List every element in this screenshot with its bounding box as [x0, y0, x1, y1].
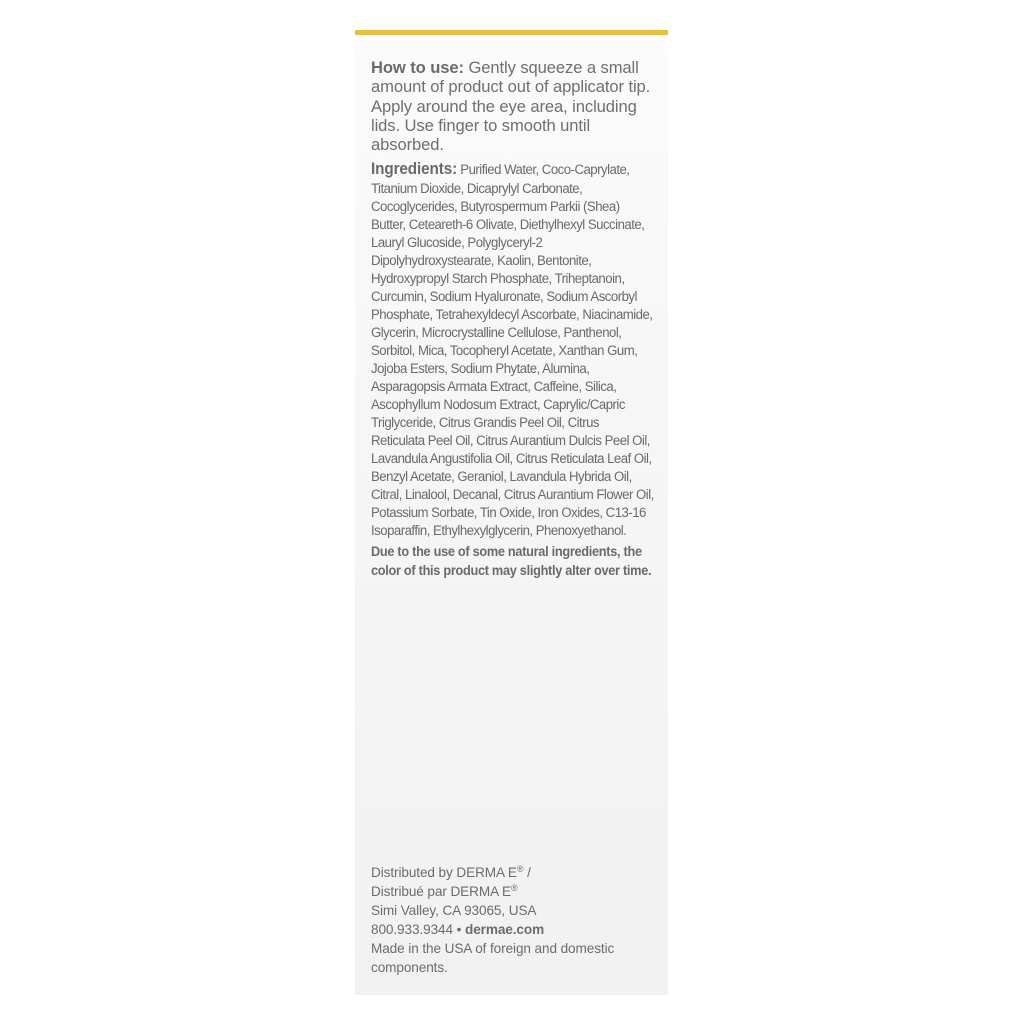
- accent-strip: [355, 30, 668, 35]
- distributor-line-fr: [371, 883, 658, 902]
- distributor-info: [371, 864, 658, 977]
- registered-mark: ®: [510, 882, 518, 893]
- ingredients-list: Purified Water, Coco-Caprylate, Titanium Dioxide, Dicaprylyl Carbonate, Cocoglycerides, Butyrospermum Parkii (Shea) Butter, Ceteareth-6 Olivate, Diethylhexyl Succinate, Lauryl Glucoside, Polyglyceryl-2 Dipolyhydroxystearate, Kaolin, Bentonite, Hydroxypropyl Starch Phosphate, Triheptanoin, Curcumin, Sodium Hyaluronate, Sodium Ascorbyl Phosphate, Tetrahexyldecyl Ascorbate, Niacinamide, Glycerin, Microcrystalline Cellulose, Panthenol, Sorbitol, Mica, Tocopheryl Acetate, Xanthan Gum, Jojoba Esters, Sodium Phytate, Alumina, Asparagopsis Armata Extract, Caffeine, Silica, Ascophyllum Nodosum Extract, Caprylic/Capric Triglyceride, Citrus Grandis Peel Oil, Citrus Reticulata Peel Oil, Citrus Aurantium Dulcis Peel Oil, Lavandula Angustifolia Oil, Citrus Reticulata Leaf Oil, Benzyl Acetate, Geraniol, Lavandula Hybrida Oil, Citral, Linalool, Decanal, Citrus Aurantium Flower Oil, Potassium Sorbate, Tin Oxide, Iron Oxides, C13-16 Isoparaffin, Ethylhexylglycerin, Phenoxyethanol.: [371, 162, 654, 540]
- how-to-use-section: [371, 58, 654, 154]
- distributor-text-en: Distributed by DERMA E: [371, 865, 517, 880]
- ingredients-section: [371, 160, 656, 540]
- registered-mark: ®: [516, 864, 524, 874]
- origin-line-2: components.: [371, 959, 448, 975]
- distributor-line-en: [371, 864, 658, 883]
- distributor-address: Simi Valley, CA 93065, USA: [371, 902, 537, 918]
- product-label-panel: [355, 30, 668, 995]
- color-notice: Due to the use of some natural ingredients, the color of this product may slightly alter over time.: [371, 544, 652, 578]
- distributor-text-fr: Distribué par DERMA E: [371, 883, 511, 899]
- how-to-use-heading: How to use:: [371, 58, 464, 77]
- contact-line: [371, 921, 658, 940]
- phone-number: 800.933.9344: [371, 921, 453, 937]
- how-to-use-text: Gently squeeze a small amount of product out of applicator tip. Apply around the eye area, including lids. Use finger to smooth until absorbed.: [371, 58, 651, 155]
- website-link[interactable]: dermae.com: [464, 921, 545, 937]
- bullet-separator: •: [452, 921, 465, 937]
- separator: /: [523, 865, 531, 880]
- ingredients-heading: Ingredients:: [371, 160, 458, 179]
- label-content: [371, 58, 654, 580]
- origin-line-1: Made in the USA of foreign and domestic: [371, 940, 615, 956]
